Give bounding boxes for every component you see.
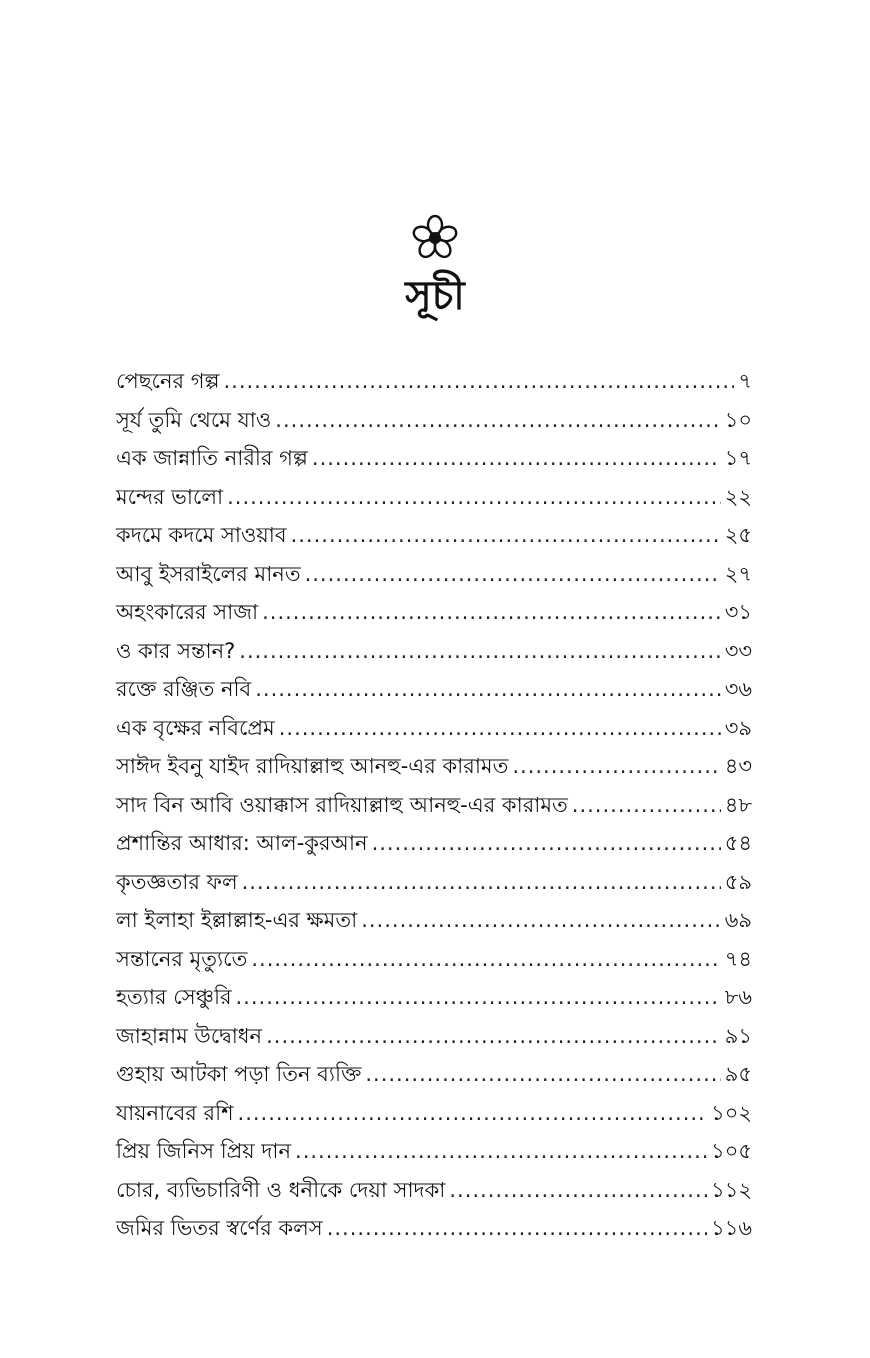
toc-entry-page: ২৭ <box>724 561 752 586</box>
toc-entry-page: ৬৯ <box>724 908 752 932</box>
toc-entry-page: ৫৪ <box>724 831 752 855</box>
toc-entry-title: যায়নাবের রশি <box>116 1100 234 1125</box>
toc-entry-title: ও কার সন্তান? <box>116 638 236 663</box>
toc-leader-dots <box>295 1132 707 1171</box>
toc-entry-title: হত্যার সেঞ্চুরি <box>116 985 232 1009</box>
toc-leader-dots <box>266 1017 721 1056</box>
toc-entry-page: ১০ <box>724 407 752 432</box>
toc-leader-dots <box>512 747 720 786</box>
toc-entry-title: এক বৃক্ষের নবিপ্রেম <box>116 715 275 740</box>
toc-entry-title: লা ইলাহা ইল্লাল্লাহ-এর ক্ষমতা <box>116 908 358 932</box>
toc-entry[interactable] <box>116 940 752 979</box>
toc-entry[interactable] <box>116 1171 752 1210</box>
toc-entry[interactable] <box>116 632 752 671</box>
toc-entry[interactable] <box>116 978 752 1017</box>
toc-entry-page: ২৫ <box>724 523 752 547</box>
toc-entry-title: কদমে কদমে সাওয়াব <box>116 523 287 547</box>
toc-entry[interactable] <box>116 901 752 940</box>
toc-entry-title: জাহান্নাম উদ্বোধন <box>116 1023 263 1048</box>
toc-leader-dots <box>255 670 720 709</box>
toc-leader-dots <box>305 555 721 594</box>
toc-entry-title: সন্তানের মৃত্যুতে <box>116 946 248 971</box>
toc-leader-dots <box>239 632 720 671</box>
toc-entry-title: কৃতজ্ঞতার ফল <box>116 869 238 894</box>
toc-entry[interactable] <box>116 1055 752 1094</box>
toc-entry-page: ১১৬ <box>711 1216 752 1240</box>
toc-entry[interactable] <box>116 1094 752 1133</box>
toc-leader-dots <box>279 709 721 748</box>
toc-entry[interactable] <box>116 863 752 902</box>
toc-leader-dots <box>572 786 721 825</box>
toc-entry-title: এক জান্নাতি নারীর গল্প <box>116 446 308 470</box>
toc-leader-dots <box>242 863 721 902</box>
toc-entry-page: ৪৮ <box>724 792 752 817</box>
flower-ornament <box>0 210 870 266</box>
toc-leader-dots <box>251 940 720 979</box>
toc-entry[interactable] <box>116 670 752 709</box>
flower-icon <box>407 210 463 266</box>
toc-leader-dots <box>275 401 720 440</box>
toc-entry-title: প্রিয় জিনিস প্রিয় দান <box>116 1139 292 1163</box>
toc-entry[interactable] <box>116 516 752 555</box>
toc-leader-dots <box>361 901 721 940</box>
toc-entry-title: আবু ইসরাইলের মানত <box>116 561 301 586</box>
toc-entry-title: প্রশান্তির আধার: আল-কুরআন <box>116 831 368 855</box>
toc-entry[interactable] <box>116 786 752 825</box>
toc-entry[interactable] <box>116 1132 752 1171</box>
toc-entry-page: ২২ <box>724 484 752 509</box>
toc-leader-dots <box>372 824 721 863</box>
toc-entry-title: গুহায় আটকা পড়া তিন ব্যক্তি <box>116 1062 362 1086</box>
toc-entry[interactable] <box>116 555 752 594</box>
toc-entry-page: ৪৩ <box>724 754 752 778</box>
toc-entry[interactable] <box>116 478 752 517</box>
toc-entry-page: ৭৪ <box>724 946 752 971</box>
toc-entry-title: অহংকারের সাজা <box>116 600 259 624</box>
toc-entry[interactable] <box>116 593 752 632</box>
toc-leader-dots <box>291 516 721 555</box>
toc-entry-title: পেছনের গল্প <box>116 369 220 393</box>
toc-leader-dots <box>236 978 721 1017</box>
toc-leader-dots <box>262 593 721 632</box>
toc-leader-dots <box>227 478 721 517</box>
toc-entry-title: জমির ভিতর স্বর্ণের কলস <box>116 1216 323 1240</box>
toc-leader-dots <box>365 1055 720 1094</box>
toc-entry-page: ৩৬ <box>724 677 752 701</box>
toc-leader-dots <box>312 439 721 478</box>
toc-entry-page: ১১২ <box>711 1177 752 1202</box>
toc-entry-page: ১৭ <box>724 446 752 470</box>
toc-entry[interactable] <box>116 747 752 786</box>
toc-entry-page: ৮৬ <box>724 985 752 1009</box>
toc-leader-dots <box>238 1094 708 1133</box>
toc-entry-title: সাদ বিন আবি ওয়াক্কাস রাদিয়াল্লাহু আনহু-এর কারামত <box>116 792 568 817</box>
toc-entry[interactable] <box>116 401 752 440</box>
toc-entry-page: ৩৯ <box>724 715 752 740</box>
toc-leader-dots <box>327 1209 707 1248</box>
toc-entry-title: চোর, ব্যভিচারিণী ও ধনীকে দেয়া সাদকা <box>116 1177 446 1202</box>
toc-entry-page: ৩১ <box>724 600 752 624</box>
toc-entry-page: ৩৩ <box>724 638 752 663</box>
toc-entry-title: মন্দের ভালো <box>116 484 224 509</box>
toc-entry-page: ১০৫ <box>711 1139 752 1163</box>
toc-leader-dots <box>449 1171 707 1210</box>
toc-entry-title: সূর্য তুমি থেমে যাও <box>116 407 272 432</box>
toc-entry-page: ১০২ <box>711 1100 752 1125</box>
toc-leader-dots <box>223 362 734 401</box>
toc-entry[interactable] <box>116 439 752 478</box>
toc-entry[interactable] <box>116 362 752 401</box>
toc-entry[interactable] <box>116 824 752 863</box>
toc-entry[interactable] <box>116 1209 752 1248</box>
table-of-contents <box>116 362 752 1248</box>
toc-entry-page: ৯১ <box>724 1023 752 1048</box>
toc-entry[interactable] <box>116 1017 752 1056</box>
toc-entry-title: সাঈদ ইবনু যাইদ রাদিয়াল্লাহু আনহু-এর কারামত <box>116 754 509 778</box>
toc-entry-page: ৭ <box>738 369 752 393</box>
toc-entry-title: রক্তে রঞ্জিত নবি <box>116 677 252 701</box>
toc-entry[interactable] <box>116 709 752 748</box>
toc-entry-page: ৫৯ <box>724 869 752 894</box>
page-title: সূচী <box>405 273 465 319</box>
toc-entry-page: ৯৫ <box>724 1062 752 1086</box>
